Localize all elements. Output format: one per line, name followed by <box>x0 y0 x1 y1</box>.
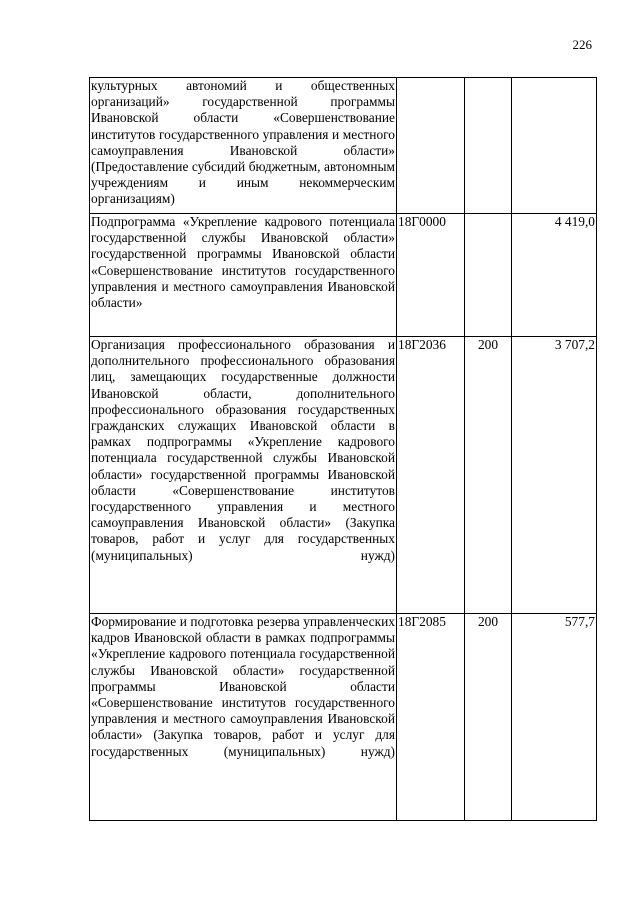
table-row <box>90 337 597 614</box>
row-target-code: 18Г0000 <box>397 214 465 337</box>
row-description: Подпрограмма «Укрепление кадрового потенциала государственной службы Ивановской области» государственной программы Ивановской области «Совершенствование институтов государственного управления и местного самоуправления Ивановской области» <box>90 214 397 337</box>
row-target-code <box>397 78 465 214</box>
row-amount: 4 419,0 <box>512 214 597 337</box>
page-number: 226 <box>572 37 592 52</box>
table-row <box>90 614 597 821</box>
table-row <box>90 214 597 337</box>
row-expense-type <box>465 214 512 337</box>
row-description: культурных автономий и общественных организаций» государственной программы Ивановской области «Совершенствование институтов государственного управления и местного самоуправления Ивановской области» (Предоставление субсидий бюджетным, автономным учреждениям и иным некоммерческим организациям) <box>90 78 397 214</box>
row-amount: 3 707,2 <box>512 337 597 614</box>
budget-table <box>89 77 597 821</box>
row-description: Формирование и подготовка резерва управленческих кадров Ивановской области в рамках подпрограммы «Укрепление кадрового потенциала государственной службы Ивановской области» государственной программы Ивановской области «Совершенствование институтов государственного управления и местного самоуправления Ивановской области» (Закупка товаров, работ и услуг для государственных (муниципальных) нужд) <box>90 614 397 821</box>
row-target-code: 18Г2036 <box>397 337 465 614</box>
row-expense-type: 200 <box>465 614 512 821</box>
row-target-code: 18Г2085 <box>397 614 465 821</box>
row-amount: 577,7 <box>512 614 597 821</box>
row-amount <box>512 78 597 214</box>
row-expense-type: 200 <box>465 337 512 614</box>
row-expense-type <box>465 78 512 214</box>
row-description: Организация профессионального образования и дополнительного профессионального образования лиц, замещающих государственные должности Ивановской области, дополнительного профессионального образования государственных гражданских служащих Ивановской области в рамках подпрограммы «Укрепление кадрового потенциала государственной службы Ивановской области» государственной программы Ивановской области «Совершенствование институтов государственного управления и местного самоуправления Ивановской области» (Закупка товаров, работ и услуг для государственных (муниципальных) нужд) <box>90 337 397 614</box>
table-row <box>90 78 597 214</box>
